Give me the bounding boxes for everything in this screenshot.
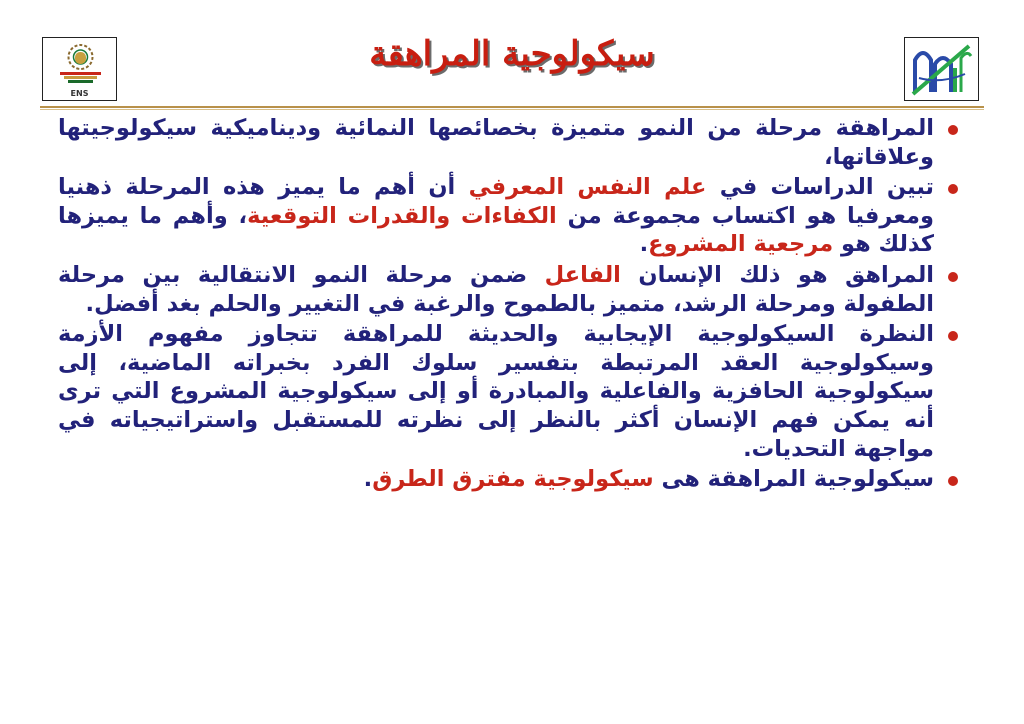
university-logo — [904, 37, 979, 101]
header-divider-thin — [40, 109, 984, 110]
university-logo-icon — [905, 38, 978, 100]
highlight-text: الكفاءات والقدرات التوقعية — [247, 202, 557, 229]
page-title: سيكولوجية المراهقة — [369, 34, 655, 74]
bullet-dot-icon — [948, 476, 958, 486]
paragraph-text: ضمن مرحلة النمو الانتقالية بين مرحلة الطفولة ومرحلة الرشد، متميز بالطموح والرغبة في التغيير والحلم بغد أفضل. — [58, 261, 934, 317]
paragraph-text: تبين الدراسات في — [706, 174, 934, 201]
ens-label: ENS — [70, 89, 89, 98]
bullet-paragraph-3 — [58, 261, 934, 318]
paragraph-text: المراهق هو ذلك الإنسان — [620, 261, 934, 288]
bullet-dot-icon — [948, 272, 958, 282]
paragraph-text: المراهقة مرحلة من النمو متميزة بخصائصها النمائية وديناميكية سيكولوجيتها وعلاقاتها، — [58, 115, 934, 170]
bullet-paragraph-4 — [58, 320, 934, 463]
bullet-paragraph-2 — [58, 173, 934, 259]
paragraph-text: أن أهم ما يميز هذه المرحلة ذهنيا ومعرفيا هو اكتساب مجموعة من — [58, 174, 934, 229]
paragraph-text: ، وأهم ما يميزها كذلك هو — [58, 202, 934, 258]
paragraph-text: سيكولوجية المراهقة هى — [653, 466, 934, 493]
paragraph-text: . — [363, 466, 373, 493]
bullet-paragraph-5 — [58, 465, 934, 494]
slide-body — [58, 114, 934, 496]
bullet-dot-icon — [948, 125, 958, 135]
highlight-text: مرجعية المشروع — [648, 231, 834, 258]
bullet-dot-icon — [948, 184, 958, 194]
bullet-dot-icon — [948, 331, 958, 341]
paragraph-text: النظرة السيكولوجية الإيجابية والحديثة للمراهقة تتجاوز مفهوم الأزمة وسيكولوجية العقد المرتبطة بتفسير سلوك الفرد بخبراته الماضية، إلى سيكولوجية الحافزية والفاعلية والمبادرة أو إلى سيكولوجية المشروع التي ترى أنه يمكن فهم الإنسان أكثر بالنظر إلى نظرته للمستقبل واستراتيجياته في مواجهة التحديات. — [58, 321, 934, 462]
highlight-text: علم النفس المعرفي — [468, 174, 707, 201]
bullet-paragraph-1 — [58, 114, 934, 171]
highlight-text: سيكولوجية مفترق الطرق — [372, 466, 654, 493]
paragraph-text: . — [639, 231, 649, 258]
highlight-text: الفاعل — [544, 261, 621, 288]
header-divider — [40, 106, 984, 108]
